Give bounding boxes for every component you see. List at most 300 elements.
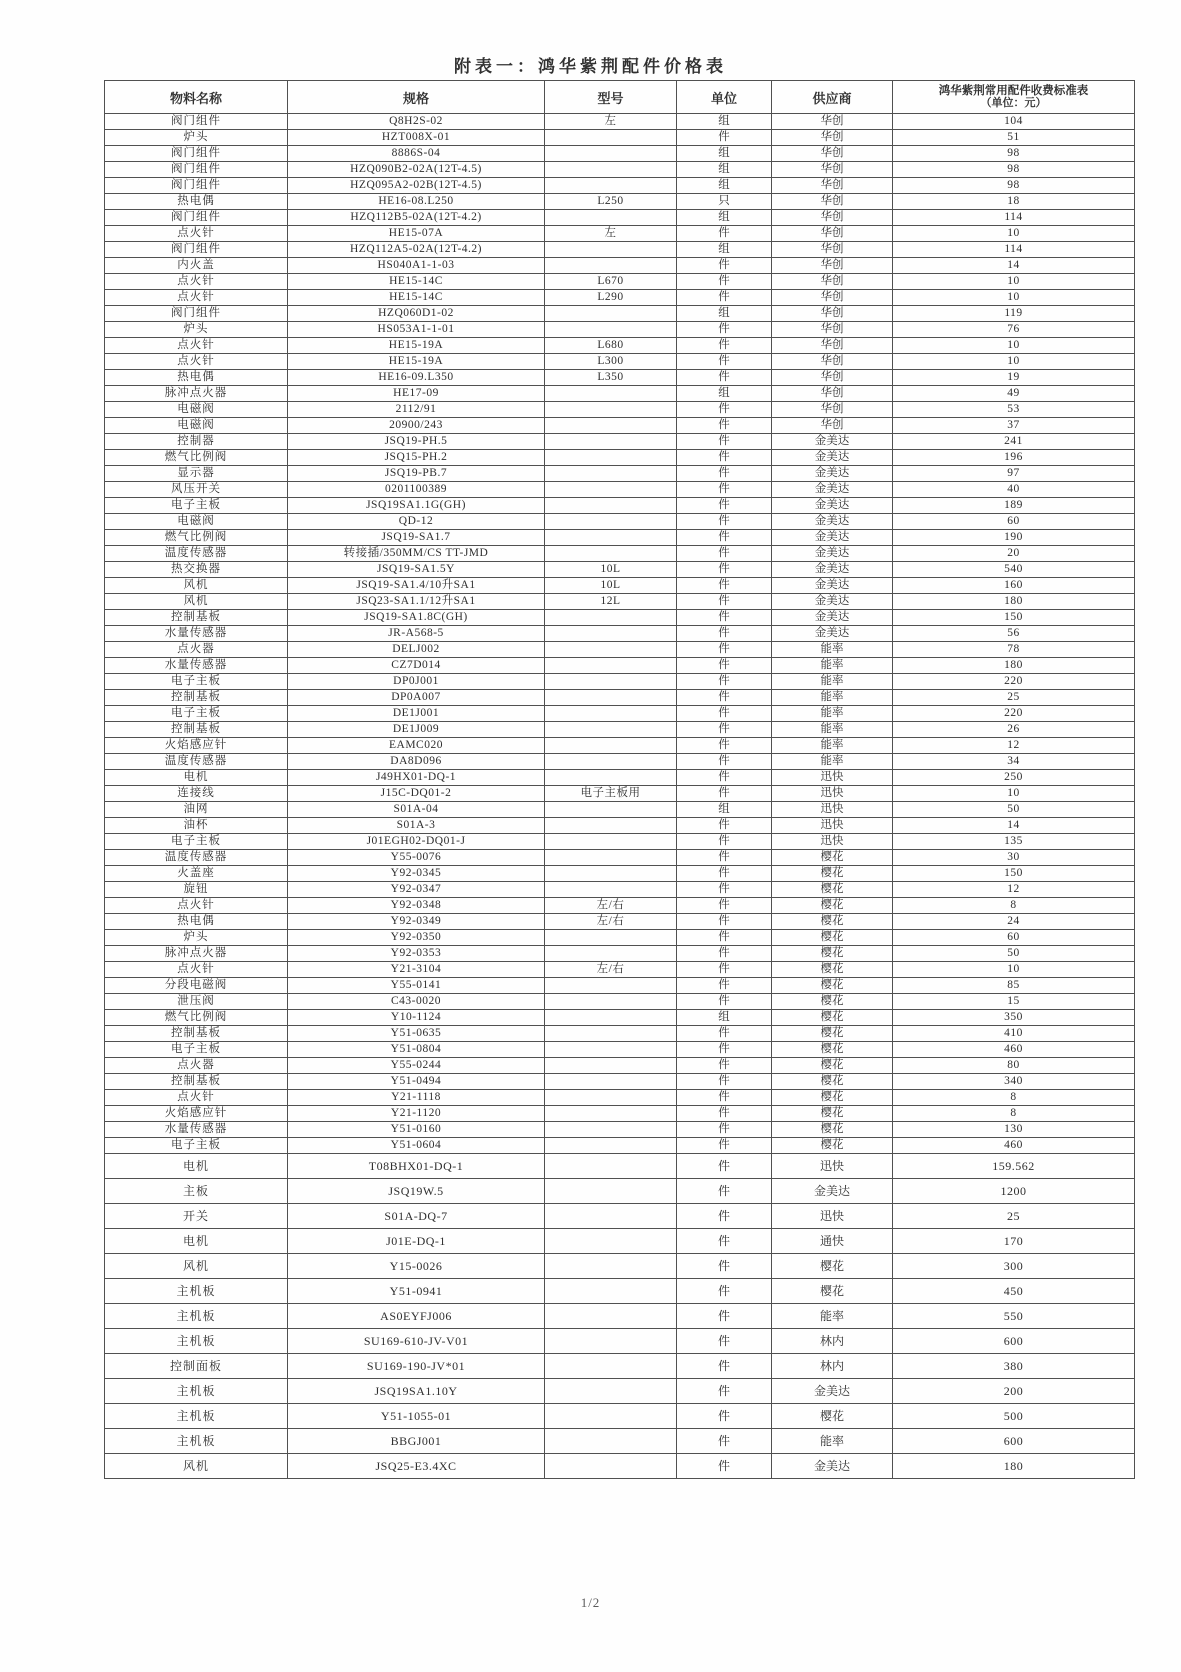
spec-cell: HE17-09 [288,386,545,402]
supplier-cell: 金美达 [772,562,893,578]
price-cell: 50 [893,802,1135,818]
table-row [105,1404,1135,1429]
table-row [105,802,1135,818]
supplier-cell: 樱花 [772,1010,893,1026]
spec-cell: DE1J009 [288,722,545,738]
material-name-cell: 温度传感器 [105,546,288,562]
unit-cell: 件 [677,546,772,562]
table-row [105,658,1135,674]
table-row [105,1329,1135,1354]
price-cell: 600 [893,1429,1135,1454]
unit-cell: 件 [677,594,772,610]
unit-cell: 只 [677,194,772,210]
unit-cell: 件 [677,1329,772,1354]
spec-cell: Y21-1118 [288,1090,545,1106]
table-row [105,370,1135,386]
table-row [105,962,1135,978]
supplier-cell: 樱花 [772,850,893,866]
spec-cell: 0201100389 [288,482,545,498]
model-cell [545,1058,677,1074]
price-cell: 241 [893,434,1135,450]
table-row [105,322,1135,338]
spec-cell: T08BHX01-DQ-1 [288,1154,545,1179]
supplier-cell: 金美达 [772,1379,893,1404]
supplier-cell: 林内 [772,1354,893,1379]
unit-cell: 件 [677,370,772,386]
material-name-cell: 温度传感器 [105,754,288,770]
supplier-cell: 华创 [772,178,893,194]
supplier-cell: 迅快 [772,1204,893,1229]
unit-cell: 件 [677,450,772,466]
material-name-cell: 阀门组件 [105,178,288,194]
spec-cell: J01EGH02-DQ01-J [288,834,545,850]
table-row [105,898,1135,914]
price-cell: 460 [893,1042,1135,1058]
supplier-cell: 华创 [772,338,893,354]
material-name-cell: 主机板 [105,1329,288,1354]
unit-cell: 件 [677,754,772,770]
model-cell [545,1404,677,1429]
price-cell: 189 [893,498,1135,514]
unit-cell: 件 [677,674,772,690]
material-name-cell: 点火针 [105,338,288,354]
unit-cell: 件 [677,642,772,658]
table-row [105,498,1135,514]
price-cell: 56 [893,626,1135,642]
unit-cell: 件 [677,626,772,642]
spec-cell: HE15-07A [288,226,545,242]
material-name-cell: 阀门组件 [105,306,288,322]
unit-cell: 件 [677,1454,772,1479]
supplier-cell: 华创 [772,194,893,210]
unit-cell: 件 [677,882,772,898]
spec-cell: HS053A1-1-01 [288,322,545,338]
supplier-cell: 金美达 [772,546,893,562]
model-cell [545,1154,677,1179]
material-name-cell: 风机 [105,578,288,594]
unit-cell: 件 [677,914,772,930]
price-cell: 540 [893,562,1135,578]
table-row [105,562,1135,578]
supplier-cell: 樱花 [772,962,893,978]
unit-cell: 件 [677,962,772,978]
material-name-cell: 点火针 [105,962,288,978]
supplier-cell: 樱花 [772,1042,893,1058]
model-cell [545,210,677,226]
supplier-cell: 能率 [772,642,893,658]
unit-cell: 件 [677,770,772,786]
model-cell [545,418,677,434]
spec-cell: HZT008X-01 [288,130,545,146]
material-name-cell: 连接线 [105,786,288,802]
unit-cell: 件 [677,1058,772,1074]
supplier-cell: 能率 [772,690,893,706]
unit-cell: 件 [677,786,772,802]
material-name-cell: 电磁阀 [105,514,288,530]
unit-cell: 件 [677,706,772,722]
material-name-cell: 热电偶 [105,194,288,210]
header-model: 型号 [545,81,677,114]
model-cell [545,322,677,338]
material-name-cell: 电子主板 [105,834,288,850]
price-cell: 8 [893,1090,1135,1106]
material-name-cell: 电子主板 [105,706,288,722]
spec-cell: HZQ095A2-02B(12T-4.5) [288,178,545,194]
unit-cell: 件 [677,1179,772,1204]
material-name-cell: 电子主板 [105,674,288,690]
table-row [105,1304,1135,1329]
unit-cell: 件 [677,354,772,370]
page-number: 1/2 [580,1595,601,1610]
material-name-cell: 风压开关 [105,482,288,498]
unit-cell: 件 [677,434,772,450]
table-header [105,81,1135,114]
price-cell: 200 [893,1379,1135,1404]
price-cell: 78 [893,642,1135,658]
unit-cell: 件 [677,1229,772,1254]
material-name-cell: 水量传感器 [105,626,288,642]
supplier-cell: 金美达 [772,514,893,530]
price-cell: 190 [893,530,1135,546]
model-cell [545,770,677,786]
table-row [105,994,1135,1010]
model-cell: 10L [545,578,677,594]
supplier-cell: 华创 [772,162,893,178]
price-cell: 410 [893,1026,1135,1042]
spec-cell: JR-A568-5 [288,626,545,642]
unit-cell: 件 [677,898,772,914]
supplier-cell: 华创 [772,370,893,386]
model-cell [545,306,677,322]
table-row [105,610,1135,626]
material-name-cell: 炉头 [105,930,288,946]
material-name-cell: 脉冲点火器 [105,946,288,962]
price-cell: 30 [893,850,1135,866]
model-cell: 左/右 [545,898,677,914]
model-cell [545,722,677,738]
supplier-cell: 樱花 [772,1254,893,1279]
spec-cell: C43-0020 [288,994,545,1010]
material-name-cell: 内火盖 [105,258,288,274]
spec-cell: BBGJ001 [288,1429,545,1454]
model-cell: 左 [545,226,677,242]
table-row [105,162,1135,178]
table-row [105,514,1135,530]
spec-cell: JSQ15-PH.2 [288,450,545,466]
spec-cell: Y21-1120 [288,1106,545,1122]
spec-cell: HE15-14C [288,274,545,290]
spec-cell: HE15-14C [288,290,545,306]
model-cell [545,626,677,642]
price-cell: 15 [893,994,1135,1010]
table-row [105,274,1135,290]
unit-cell: 件 [677,258,772,274]
spec-cell: Y92-0350 [288,930,545,946]
price-cell: 53 [893,402,1135,418]
model-cell [545,514,677,530]
price-cell: 10 [893,226,1135,242]
table-row [105,642,1135,658]
spec-cell: JSQ19SA1.10Y [288,1379,545,1404]
unit-cell: 件 [677,578,772,594]
model-cell [545,690,677,706]
model-cell [545,834,677,850]
spec-cell: JSQ23-SA1.1/12升SA1 [288,594,545,610]
price-cell: 8 [893,898,1135,914]
price-cell: 196 [893,450,1135,466]
parts-price-table [104,80,1135,1479]
unit-cell: 件 [677,322,772,338]
spec-cell: JSQ19-PH.5 [288,434,545,450]
supplier-cell: 能率 [772,1304,893,1329]
supplier-cell: 金美达 [772,610,893,626]
price-cell: 25 [893,1204,1135,1229]
supplier-cell: 樱花 [772,978,893,994]
price-cell: 1200 [893,1179,1135,1204]
table-row [105,594,1135,610]
supplier-cell: 华创 [772,210,893,226]
price-cell: 10 [893,274,1135,290]
table-row [105,1279,1135,1304]
spec-cell: J49HX01-DQ-1 [288,770,545,786]
table-row [105,754,1135,770]
unit-cell: 件 [677,130,772,146]
price-cell: 97 [893,466,1135,482]
supplier-cell: 迅快 [772,770,893,786]
spec-cell: Y92-0348 [288,898,545,914]
material-name-cell: 电磁阀 [105,402,288,418]
model-cell: 左 [545,114,677,130]
table-row [105,1058,1135,1074]
supplier-cell: 金美达 [772,626,893,642]
spec-cell: HZQ112A5-02A(12T-4.2) [288,242,545,258]
table-row [105,354,1135,370]
table-row [105,914,1135,930]
price-cell: 50 [893,946,1135,962]
unit-cell: 件 [677,1042,772,1058]
spec-cell: Q8H2S-02 [288,114,545,130]
unit-cell: 件 [677,1138,772,1154]
supplier-cell: 能率 [772,754,893,770]
model-cell [545,850,677,866]
spec-cell: S01A-04 [288,802,545,818]
table-row [105,786,1135,802]
model-cell [545,754,677,770]
unit-cell: 件 [677,1404,772,1429]
supplier-cell: 林内 [772,1329,893,1354]
supplier-cell: 迅快 [772,1154,893,1179]
table-row [105,114,1135,130]
supplier-cell: 能率 [772,706,893,722]
material-name-cell: 电子主板 [105,498,288,514]
spec-cell: 20900/243 [288,418,545,434]
price-cell: 40 [893,482,1135,498]
supplier-cell: 华创 [772,146,893,162]
material-name-cell: 点火针 [105,1090,288,1106]
spec-cell: HZQ060D1-02 [288,306,545,322]
header-price-line2: （单位：元） [980,96,1047,109]
header-spec: 规格 [288,81,545,114]
supplier-cell: 樱花 [772,1058,893,1074]
price-cell: 119 [893,306,1135,322]
supplier-cell: 能率 [772,738,893,754]
table-row [105,1074,1135,1090]
model-cell [545,1254,677,1279]
unit-cell: 件 [677,834,772,850]
unit-cell: 件 [677,1074,772,1090]
model-cell [545,930,677,946]
price-cell: 170 [893,1229,1135,1254]
unit-cell: 件 [677,1090,772,1106]
material-name-cell: 主机板 [105,1404,288,1429]
model-cell: 电子主板用 [545,786,677,802]
spec-cell: SU169-610-JV-V01 [288,1329,545,1354]
table-row [105,466,1135,482]
material-name-cell: 控制器 [105,434,288,450]
model-cell [545,1229,677,1254]
material-name-cell: 燃气比例阀 [105,450,288,466]
spec-cell: Y51-0941 [288,1279,545,1304]
spec-cell: HE15-19A [288,354,545,370]
price-cell: 49 [893,386,1135,402]
table-row [105,338,1135,354]
price-cell: 460 [893,1138,1135,1154]
spec-cell: S01A-DQ-7 [288,1204,545,1229]
supplier-cell: 华创 [772,402,893,418]
table-row [105,578,1135,594]
supplier-cell: 迅快 [772,802,893,818]
model-cell [545,242,677,258]
material-name-cell: 火盖座 [105,866,288,882]
supplier-cell: 华创 [772,226,893,242]
model-cell: 10L [545,562,677,578]
spec-cell: Y92-0353 [288,946,545,962]
table-row [105,882,1135,898]
spec-cell: 2112/91 [288,402,545,418]
unit-cell: 件 [677,946,772,962]
price-cell: 85 [893,978,1135,994]
supplier-cell: 樱花 [772,1138,893,1154]
unit-cell: 件 [677,1122,772,1138]
supplier-cell: 华创 [772,258,893,274]
table-body [105,114,1135,1479]
table-row [105,1379,1135,1404]
table-row [105,1429,1135,1454]
spec-cell: Y92-0347 [288,882,545,898]
price-cell: 550 [893,1304,1135,1329]
unit-cell: 件 [677,1279,772,1304]
model-cell [545,1090,677,1106]
spec-cell: HE16-08.L250 [288,194,545,210]
material-name-cell: 脉冲点火器 [105,386,288,402]
table-row [105,386,1135,402]
material-name-cell: 电机 [105,1229,288,1254]
model-cell: 左/右 [545,962,677,978]
model-cell [545,530,677,546]
spec-cell: JSQ19-SA1.8C(GH) [288,610,545,626]
price-cell: 450 [893,1279,1135,1304]
supplier-cell: 樱花 [772,1106,893,1122]
table-row [105,1010,1135,1026]
material-name-cell: 显示器 [105,466,288,482]
unit-cell: 件 [677,562,772,578]
unit-cell: 组 [677,386,772,402]
price-cell: 135 [893,834,1135,850]
material-name-cell: 阀门组件 [105,162,288,178]
table-row [105,834,1135,850]
material-name-cell: 旋钮 [105,882,288,898]
model-cell [545,1279,677,1304]
supplier-cell: 樱花 [772,1404,893,1429]
table-row [105,738,1135,754]
price-cell: 340 [893,1074,1135,1090]
model-cell [545,450,677,466]
spec-cell: DA8D096 [288,754,545,770]
unit-cell: 件 [677,1204,772,1229]
table-row [105,530,1135,546]
spec-cell: HE16-09.L350 [288,370,545,386]
supplier-cell: 金美达 [772,450,893,466]
model-cell [545,386,677,402]
supplier-cell: 华创 [772,354,893,370]
supplier-cell: 通快 [772,1229,893,1254]
supplier-cell: 华创 [772,242,893,258]
spec-cell: HZQ112B5-02A(12T-4.2) [288,210,545,226]
table-row [105,434,1135,450]
model-cell [545,1204,677,1229]
unit-cell: 件 [677,530,772,546]
table-row [105,210,1135,226]
spec-cell: Y92-0345 [288,866,545,882]
model-cell: L670 [545,274,677,290]
table-row [105,1026,1135,1042]
supplier-cell: 金美达 [772,1179,893,1204]
material-name-cell: 点火针 [105,226,288,242]
price-cell: 150 [893,610,1135,626]
table-row [105,258,1135,274]
material-name-cell: 主机板 [105,1304,288,1329]
material-name-cell: 主机板 [105,1379,288,1404]
table-row [105,450,1135,466]
model-cell [545,130,677,146]
spec-cell: Y51-0804 [288,1042,545,1058]
table-row [105,1454,1135,1479]
supplier-cell: 华创 [772,130,893,146]
table-row [105,706,1135,722]
price-cell: 24 [893,914,1135,930]
supplier-cell: 樱花 [772,994,893,1010]
model-cell [545,802,677,818]
model-cell: L250 [545,194,677,210]
price-cell: 350 [893,1010,1135,1026]
header-unit: 单位 [677,81,772,114]
unit-cell: 件 [677,1354,772,1379]
unit-cell: 组 [677,1010,772,1026]
supplier-cell: 华创 [772,418,893,434]
unit-cell: 件 [677,482,772,498]
unit-cell: 件 [677,466,772,482]
header-price-standard [893,81,1135,114]
supplier-cell: 能率 [772,674,893,690]
unit-cell: 件 [677,498,772,514]
supplier-cell: 樱花 [772,1074,893,1090]
table-row [105,226,1135,242]
model-cell [545,1074,677,1090]
spec-cell: JSQ19-SA1.7 [288,530,545,546]
supplier-cell: 樱花 [772,898,893,914]
unit-cell: 组 [677,146,772,162]
supplier-cell: 樱花 [772,866,893,882]
